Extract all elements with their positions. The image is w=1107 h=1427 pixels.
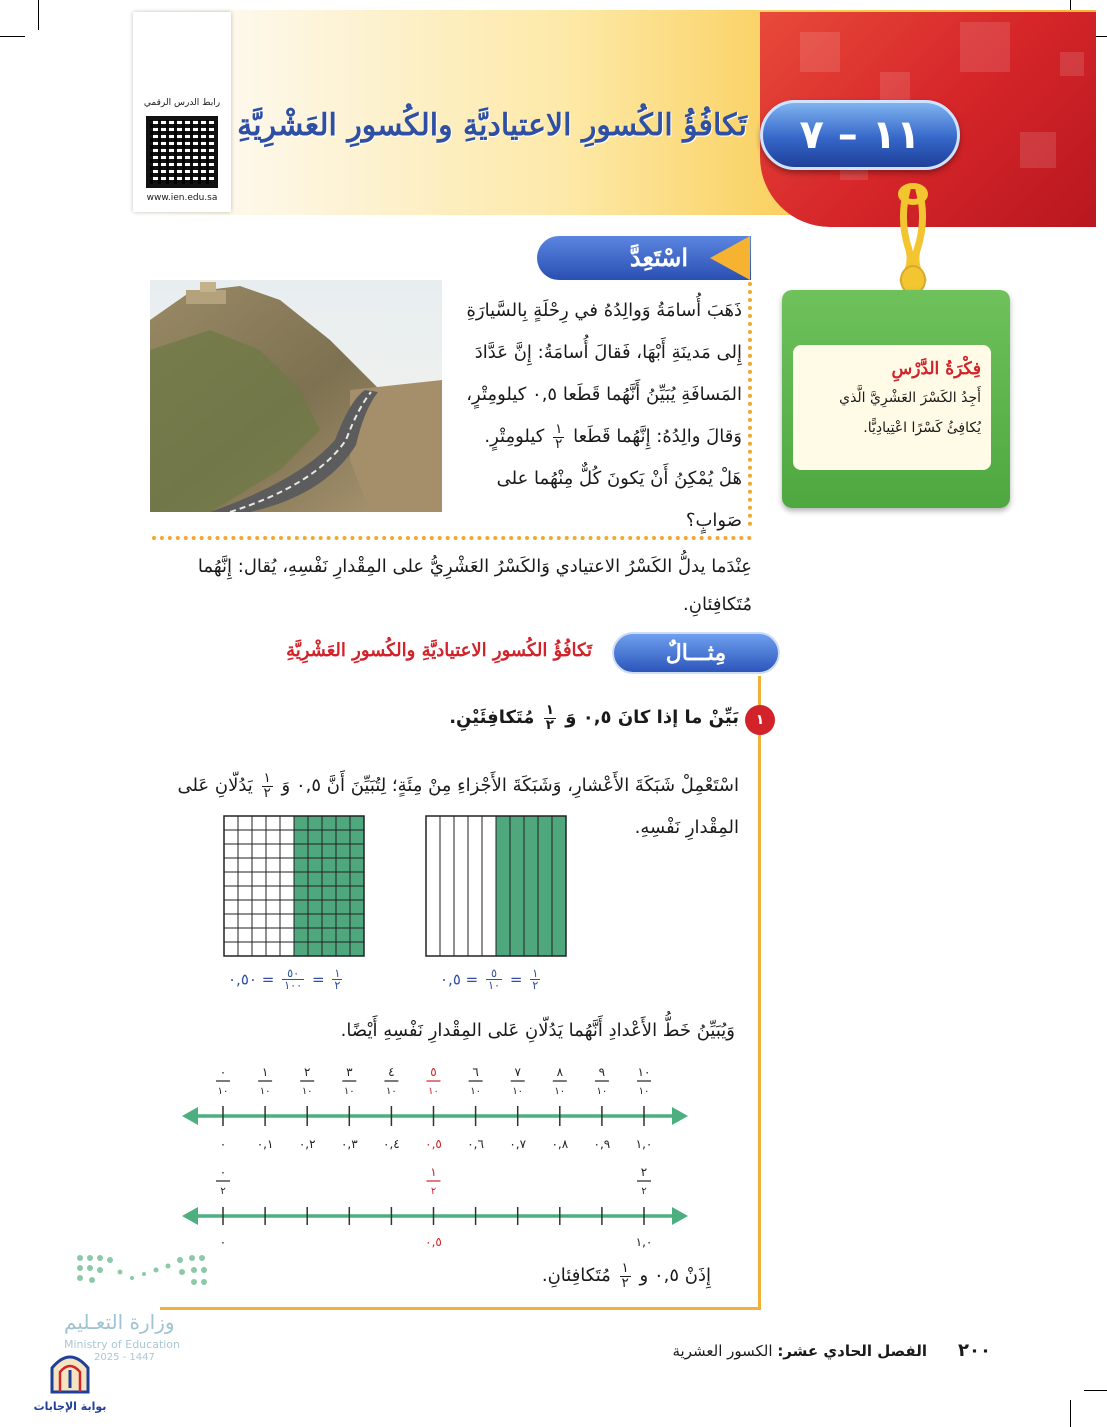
ready-line: المَسافَةِ يُبَيِّنُ أَنَّهُما قَطَعا ٠,٥ كيلومِتْرٍ،	[466, 384, 742, 405]
instruction-part: يَدُلّانِ عَلى المِقْدارِ نَفْسِهِ.	[177, 775, 739, 838]
tick-denominator: ١٠	[343, 1086, 355, 1097]
hundredths-cell	[350, 942, 364, 956]
hundredths-cell	[238, 844, 252, 858]
instruction-part: اسْتَعْمِلْ شَبَكَةَ الأَعْشارِ، وَشَبَكَةَ الأَجْزاءِ مِنْ مِئَةٍ؛ لِتُبَيِّنَ أَنَّ ٠,٥ وَ	[281, 775, 739, 796]
hundredths-cell	[350, 816, 364, 830]
lesson-idea-line: أَجِدُ الكَسْرَ العَشْرِيَّ الَّذي	[839, 390, 981, 406]
fraction-half: $\frac{١}{٢}$	[263, 770, 271, 801]
hundredths-cell	[336, 942, 350, 956]
ministry-name-en: Ministry of Education	[64, 1338, 181, 1351]
tenths-column	[454, 816, 468, 956]
hundredths-cell	[280, 914, 294, 928]
hundredths-cell	[336, 900, 350, 914]
qr-label: رابط الدرس الرقمي	[143, 98, 221, 108]
question-text	[449, 704, 739, 732]
tick-denominator: ١٠	[386, 1086, 397, 1097]
qr-url: www.ien.edu.sa	[146, 193, 218, 203]
hundredths-cell	[294, 858, 308, 872]
hundredths-cell	[238, 928, 252, 942]
hundredths-cell	[252, 900, 266, 914]
hundredths-cell	[252, 830, 266, 844]
number-lines	[180, 1062, 690, 1252]
hundredths-cell	[336, 844, 350, 858]
hundredths-cell	[266, 844, 280, 858]
ready-arrow-icon	[710, 236, 750, 280]
tenths-decimal: ٠,٥	[440, 970, 461, 989]
tick-numerator: ٦	[472, 1065, 479, 1079]
tick-numerator: ٨	[556, 1065, 564, 1079]
lesson-idea-line: يُكافِئُ كَسْرًا اعْتِيادِيًّا.	[863, 420, 981, 436]
half-denominator: ٢	[430, 1186, 437, 1197]
tick-decimal-label: ٠,٦	[467, 1137, 484, 1151]
tick-decimal-label: ٠,٥	[425, 1137, 442, 1151]
hundredths-cell	[266, 942, 280, 956]
ready-border	[748, 282, 752, 526]
ministry-dots-icon	[70, 1248, 210, 1298]
hundredths-cell	[238, 872, 252, 886]
tick-decimal-label: ٠,٣	[340, 1137, 358, 1151]
decimal-grids	[222, 814, 568, 960]
example-rail	[758, 676, 761, 1308]
hundredths-cell	[252, 816, 266, 830]
hundredths-cell	[308, 872, 322, 886]
hundredths-cell	[322, 900, 336, 914]
half-numerator: ٠	[219, 1165, 227, 1179]
ready-line: ذَهَبَ أُسامَةُ وَوالِدُهُ في رِحْلَةٍ بِالسَّيارَةِ	[466, 300, 742, 321]
fraction-half: $\frac{١}{٢}$	[555, 421, 563, 452]
hundredths-cell	[294, 816, 308, 830]
hundredths-cell	[294, 928, 308, 942]
hundredths-cell	[238, 914, 252, 928]
hundredths-cell	[224, 858, 238, 872]
hundredths-cell	[266, 928, 280, 942]
ready-paragraph	[442, 290, 742, 542]
tick-decimal-label: ٠,١	[256, 1137, 274, 1151]
hundredths-cell	[252, 914, 266, 928]
arrow-left-icon	[182, 1107, 198, 1125]
half-numerator: ١	[430, 1165, 437, 1179]
portal-label: بوابة الإجابات	[33, 1400, 107, 1413]
arrow-right-icon	[672, 1107, 688, 1125]
hundredths-cell	[294, 830, 308, 844]
hundredths-cell	[308, 942, 322, 956]
mountain-road-photo	[150, 280, 442, 512]
tick-decimal-label: ٠,٧	[509, 1137, 527, 1151]
hundredths-cell	[322, 816, 336, 830]
ready-line: صَوابٍ؟	[685, 510, 742, 531]
conclusion-part: إِذَنْ ٠,٥ و	[639, 1265, 711, 1286]
hundredths-cell	[238, 900, 252, 914]
hundredths-cell	[280, 844, 294, 858]
hundredths-cell	[350, 914, 364, 928]
ministry-logo	[60, 1248, 210, 1363]
ready-line: إِلى مَدينَةِ أَبْهَا، فَقالَ أُسامَةُ: إِنَّ عَدَّادَ	[474, 342, 742, 363]
ministry-name-ar: وزارة التعـليم	[64, 1310, 175, 1334]
crop-mark	[1070, 1400, 1071, 1427]
hundredths-cell	[350, 872, 364, 886]
hundredths-cell	[322, 886, 336, 900]
hundredths-cell	[238, 942, 252, 956]
hundredths-cell	[238, 816, 252, 830]
question-number-badge: ١	[745, 705, 775, 735]
hundredths-cell	[294, 900, 308, 914]
example-title: تَكافُؤُ الكُسورِ الاعتياديَّةِ والكُسورِ العَشْرِيَّةِ	[286, 640, 592, 661]
conclusion-text	[542, 1262, 711, 1290]
tick-denominator: ١٠	[428, 1086, 439, 1097]
tick-numerator: ١	[261, 1065, 269, 1079]
tick-denominator: ١٠	[638, 1086, 650, 1097]
hundredths-cell	[308, 928, 322, 942]
hundredths-cell	[280, 942, 294, 956]
qr-code-icon	[146, 116, 218, 188]
hundredths-cell	[266, 872, 280, 886]
hundredths-cell	[280, 928, 294, 942]
conclusion-part: مُتَكافِئانِ.	[541, 1265, 611, 1286]
page-number: ٢٠٠	[958, 1340, 991, 1361]
hundredths-cell	[280, 872, 294, 886]
hundredths-cell	[238, 830, 252, 844]
hundredths-cell	[308, 830, 322, 844]
tick-numerator: ٢	[303, 1065, 311, 1079]
hundredths-cell	[224, 844, 238, 858]
tick-numerator: ٩	[598, 1065, 606, 1079]
chapter-name: الكسور العشرية	[672, 1342, 773, 1360]
hundredths-cell	[252, 928, 266, 942]
tick-numerator: ٣	[346, 1065, 353, 1079]
arrow-left-icon	[182, 1207, 198, 1225]
tick-decimal-label: ٠,٤	[383, 1137, 400, 1151]
hundredths-cell	[224, 886, 238, 900]
tenths-column	[426, 816, 440, 956]
example-label: مِثـــالٌ	[612, 632, 780, 674]
hundredths-cell	[294, 914, 308, 928]
hundredths-cell	[266, 858, 280, 872]
tenths-equation: $\frac{١}{٢}$ = $\frac{٥}{١٠}$ = ٠,٥	[440, 967, 539, 993]
hundredths-cell	[350, 928, 364, 942]
hundredths-cell	[308, 816, 322, 830]
hundredths-cell	[294, 886, 308, 900]
hundredths-cell	[322, 942, 336, 956]
hundredths-cell	[280, 830, 294, 844]
hundredths-cell	[224, 872, 238, 886]
chapter-label: الفصل الحادي عشر:	[777, 1342, 927, 1360]
hundredths-cell	[294, 872, 308, 886]
hundredths-cell	[322, 872, 336, 886]
tenths-column	[524, 816, 538, 956]
half-decimal-label: ٠	[219, 1235, 227, 1249]
hundredths-equation: $\frac{١}{٢}$ = $\frac{٥٠}{١٠٠}$ = ٠,٥٠	[228, 967, 341, 993]
hundredths-cell	[350, 858, 364, 872]
definition-text: عِنْدَما يدلُّ الكَسْرُ الاعتيادي وَالكَسْرُ العَشْرِيُّ على المِقْدارِ نَفْسِهِ، يُقال: إِنَّهُما مُتَكافِئانِ.	[197, 556, 752, 615]
hundredths-cell	[322, 844, 336, 858]
hundredths-cell	[336, 816, 350, 830]
hundredths-cell	[266, 900, 280, 914]
hundredths-cell	[224, 942, 238, 956]
hundredths-cell	[224, 830, 238, 844]
lesson-idea-inner	[793, 345, 991, 470]
hundredths-cell	[238, 858, 252, 872]
hundredths-cell	[280, 900, 294, 914]
tick-numerator: ١٠	[637, 1065, 651, 1079]
hundredths-cell	[280, 816, 294, 830]
tenths-column	[510, 816, 524, 956]
hundredths-cell	[322, 858, 336, 872]
lesson-number-badge: ١١ – ٧	[760, 100, 960, 170]
tick-denominator: ١٠	[470, 1086, 481, 1097]
number-line-text: وَيُبَيِّنُ خَطُّ الأَعْدادِ أَنَّهُما يَدُلّانِ عَلى المِقْدارِ نَفْسِهِ أَيْضًا.	[340, 1020, 735, 1041]
hundredths-cell	[252, 844, 266, 858]
hundredths-cell	[308, 914, 322, 928]
tick-decimal-label: ٠,٩	[593, 1137, 611, 1151]
question-part: بَيِّنْ ما إذا كانَ ٠,٥ وَ	[565, 707, 739, 728]
fraction-half: $\frac{١}{٢}$	[621, 1260, 629, 1291]
tick-denominator: ١٠	[217, 1086, 229, 1097]
tick-numerator: ٠	[219, 1065, 227, 1079]
example-rail	[160, 1307, 761, 1310]
hundredths-cell	[322, 914, 336, 928]
hundredths-cell	[266, 886, 280, 900]
crop-mark	[1084, 1390, 1107, 1391]
hundredths-cell	[294, 942, 308, 956]
lesson-idea-text	[801, 383, 981, 443]
tick-numerator: ٧	[514, 1065, 521, 1079]
answers-portal-logo[interactable]	[30, 1350, 110, 1420]
hundredths-cell	[322, 928, 336, 942]
qr-card[interactable]	[133, 12, 231, 212]
tick-decimal-label: ٠	[219, 1137, 227, 1151]
tenths-column	[496, 816, 510, 956]
portal-arch-icon	[48, 1350, 92, 1394]
tick-decimal-label: ٠,٨	[551, 1137, 569, 1151]
half-decimal-label: ١,٠	[635, 1235, 653, 1249]
ready-line: هَلْ يُمْكِنُ أَنْ يَكونَ كُلٌّ مِنْهُما على	[496, 468, 742, 489]
hundredths-cell	[308, 900, 322, 914]
tenths-column	[468, 816, 482, 956]
hundredths-cell	[266, 816, 280, 830]
hundredths-cell	[350, 886, 364, 900]
hundredths-cell	[252, 858, 266, 872]
hundredths-cell	[252, 872, 266, 886]
hundredths-cell	[336, 830, 350, 844]
arrow-right-icon	[672, 1207, 688, 1225]
half-decimal-label: ٠,٥	[425, 1235, 442, 1249]
hundredths-cell	[336, 872, 350, 886]
tenths-column	[440, 816, 454, 956]
hundredths-cell	[350, 844, 364, 858]
tick-decimal-label: ١,٠	[635, 1137, 653, 1151]
lesson-idea-title: فِكْرَةُ الدَّرْسِ	[891, 359, 981, 379]
chapter-footer	[673, 1342, 927, 1360]
tick-numerator: ٤	[388, 1065, 395, 1079]
tenths-column	[552, 816, 566, 956]
crop-mark	[0, 36, 25, 37]
half-numerator: ٢	[640, 1165, 648, 1179]
tick-denominator: ١٠	[512, 1086, 524, 1097]
hundredths-cell	[224, 816, 238, 830]
hundredths-cell	[224, 900, 238, 914]
lesson-title: تَكافُؤُ الكُسورِ الاعتياديَّةِ والكُسورِ العَشْرِيَّةِ	[237, 108, 747, 143]
fraction-half: $\frac{١}{٢}$	[545, 702, 554, 733]
hundredths-cell	[336, 914, 350, 928]
hundredths-cell	[224, 914, 238, 928]
tick-denominator: ١٠	[259, 1086, 271, 1097]
hundredths-cell	[266, 914, 280, 928]
tick-denominator: ١٠	[301, 1086, 313, 1097]
hundredths-cell	[350, 900, 364, 914]
tick-decimal-label: ٠,٢	[298, 1137, 316, 1151]
ready-line	[442, 416, 742, 458]
hundredths-cell	[350, 830, 364, 844]
hundredths-decimal: ٠,٥٠	[228, 970, 257, 989]
hundredths-cell	[224, 928, 238, 942]
hundredths-cell	[322, 830, 336, 844]
hundredths-cell	[336, 886, 350, 900]
hundredths-cell	[238, 886, 252, 900]
hundredths-cell	[336, 928, 350, 942]
ready-line-part: كيلومِتْرٍ.	[484, 426, 545, 447]
hundredths-cell	[252, 942, 266, 956]
hundredths-cell	[308, 886, 322, 900]
hundredths-cell	[308, 858, 322, 872]
hundredths-cell	[280, 886, 294, 900]
half-denominator: ٢	[641, 1186, 647, 1197]
tenths-column	[538, 816, 552, 956]
tick-denominator: ١٠	[596, 1086, 608, 1097]
hundredths-cell	[336, 858, 350, 872]
crop-mark	[38, 0, 39, 30]
ministry-year: 2025 - 1447	[94, 1352, 155, 1363]
hundredths-cell	[252, 886, 266, 900]
hundredths-cell	[308, 844, 322, 858]
question-part: مُتَكافِئَيْنِ.	[449, 707, 535, 728]
ready-label: اسْتَعِدَّ	[537, 236, 751, 280]
ready-line-part: وَقالَ والِدُهُ: إِنَّهُما قَطَعا	[573, 426, 742, 447]
hundredths-cell	[280, 858, 294, 872]
hundredths-cell	[266, 830, 280, 844]
hundredths-cell	[294, 844, 308, 858]
tick-numerator: ٥	[430, 1065, 437, 1079]
tick-denominator: ١٠	[554, 1086, 566, 1097]
tenths-column	[482, 816, 496, 956]
half-denominator: ٢	[220, 1186, 226, 1197]
